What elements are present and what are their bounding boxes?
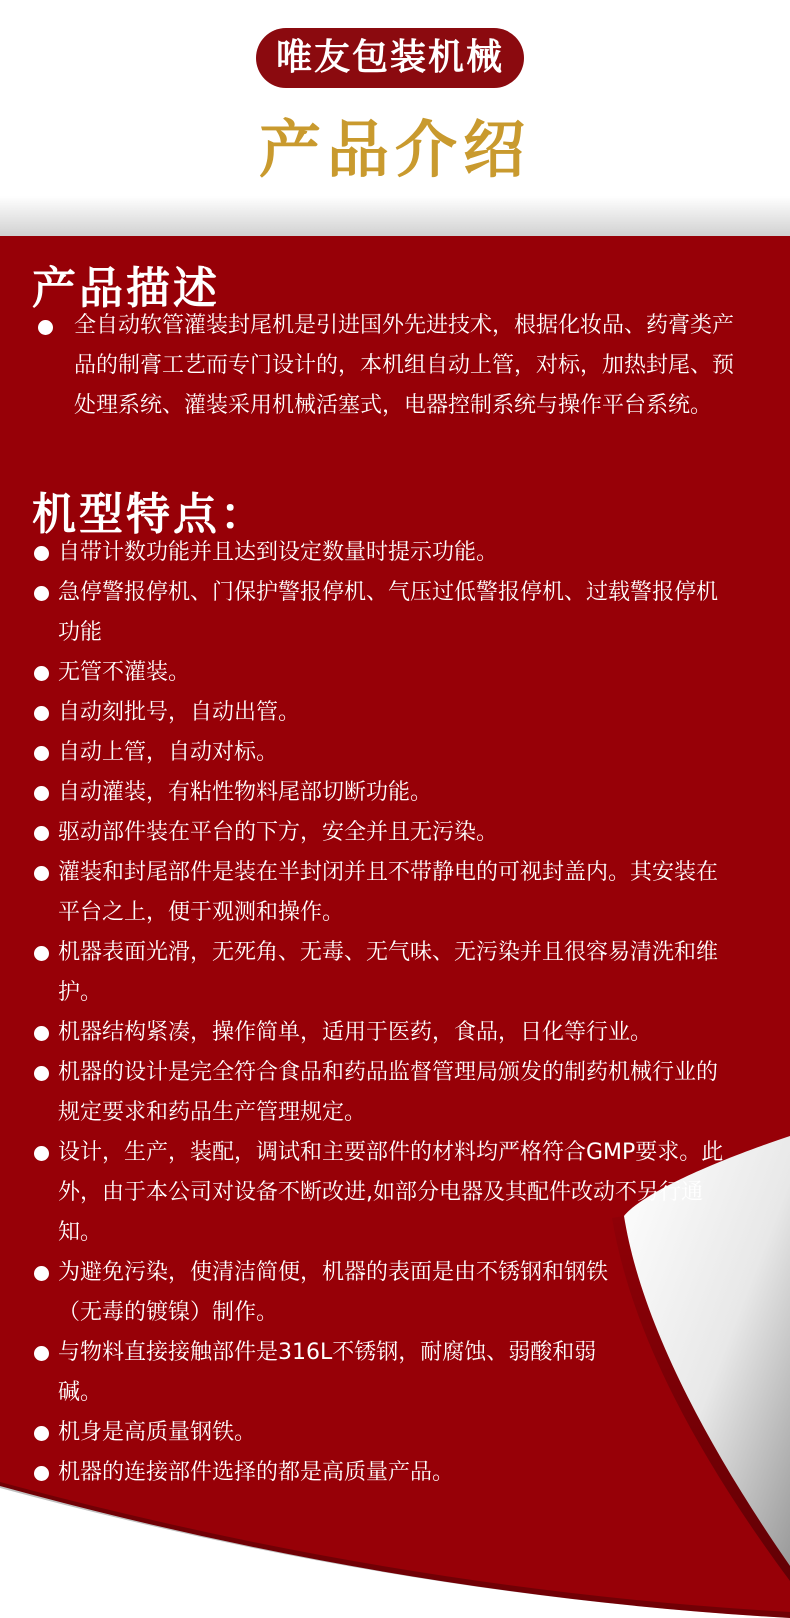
feature-text: 自动上管，自动对标。: [58, 740, 279, 765]
feature-item: [34, 1413, 739, 1453]
bullet-icon: [34, 866, 49, 881]
bullet-icon: [34, 666, 49, 681]
feature-item: [34, 733, 739, 773]
feature-item: [34, 693, 739, 733]
description-title: 产品描述: [32, 263, 220, 314]
bullet-icon: [34, 786, 49, 801]
description-list: [34, 306, 744, 426]
bullet-icon: [34, 586, 49, 601]
feature-text: 自带计数功能并且达到设定数量时提示功能。: [58, 540, 499, 565]
feature-item: [34, 933, 739, 1013]
description-text: 全自动软管灌装封尾机是引进国外先进技术，根据化妆品、药膏类产品的制膏工艺而专门设计的，本机组自动上管，对标，加热封尾、预处理系统、灌装采用机械活塞式，电器控制系统与操作平台系统。: [74, 313, 735, 418]
feature-text: 自动刻批号，自动出管。: [58, 700, 301, 725]
feature-item: [34, 533, 739, 573]
bullet-icon: [34, 746, 49, 761]
bullet-icon: [34, 1066, 49, 1081]
feature-item: [34, 1053, 739, 1133]
bullet-icon: [34, 1266, 49, 1281]
bullet-icon: [34, 1466, 49, 1481]
bullet-icon: [34, 946, 49, 961]
features-title: 机型特点：: [32, 489, 267, 540]
description-item: [34, 306, 744, 426]
feature-text: 为避免污染，使清洁简便，机器的表面是由不锈钢和钢铁（无毒的镀镍）制作。: [58, 1260, 609, 1325]
feature-text: 机身是高质量钢铁。: [58, 1420, 257, 1445]
feature-item: [34, 853, 739, 933]
feature-item: [34, 1453, 739, 1493]
content-panel: [0, 236, 790, 1618]
feature-text: 机器的设计是完全符合食品和药品监督管理局颁发的制药机械行业的规定要求和药品生产管理规定。: [58, 1060, 719, 1125]
brand-badge: 唯友包装机械: [256, 28, 524, 88]
features-list: [34, 533, 739, 1493]
feature-text: 机器结构紧凑，操作简单，适用于医药，食品，日化等行业。: [58, 1020, 653, 1045]
feature-text: 自动灌装，有粘性物料尾部切断功能。: [58, 780, 433, 805]
feature-item: [34, 813, 739, 853]
feature-item: [34, 1013, 739, 1053]
feature-item: [34, 653, 739, 693]
bullet-icon: [34, 706, 49, 721]
feature-text: 与物料直接接触部件是316L不锈钢，耐腐蚀、弱酸和弱碱。: [58, 1340, 597, 1405]
feature-text: 灌装和封尾部件是装在半封闭并且不带静电的可视封盖内。其安装在平台之上，便于观测和操作。: [58, 860, 719, 925]
feature-item: [34, 1333, 618, 1413]
bullet-icon: [34, 546, 49, 561]
bullet-icon: [34, 1146, 49, 1161]
feature-text: 无管不灌装。: [58, 660, 191, 685]
header-shadow: [0, 196, 790, 236]
bullet-icon: [38, 320, 53, 335]
bullet-icon: [34, 1026, 49, 1041]
bullet-icon: [34, 826, 49, 841]
bullet-icon: [34, 1426, 49, 1441]
bullet-icon: [34, 1346, 49, 1361]
feature-item: [34, 573, 739, 653]
feature-text: 驱动部件装在平台的下方，安全并且无污染。: [58, 820, 499, 845]
feature-item: [34, 1253, 618, 1333]
feature-text: 机器的连接部件选择的都是高质量产品。: [58, 1460, 455, 1485]
feature-text: 机器表面光滑，无死角、无毒、无气味、无污染并且很容易清洗和维护。: [58, 940, 719, 1005]
feature-text: 设计，生产，装配，调试和主要部件的材料均严格符合GMP要求。此外，由于本公司对设备不断改进,如部分电器及其配件改动不另行通知。: [58, 1140, 724, 1245]
feature-item: [34, 773, 739, 813]
feature-item: [34, 1133, 739, 1253]
feature-text: 急停警报停机、门保护警报停机、气压过低警报停机、过载警报停机功能: [58, 580, 719, 645]
page-title: 产品介绍: [258, 113, 531, 186]
